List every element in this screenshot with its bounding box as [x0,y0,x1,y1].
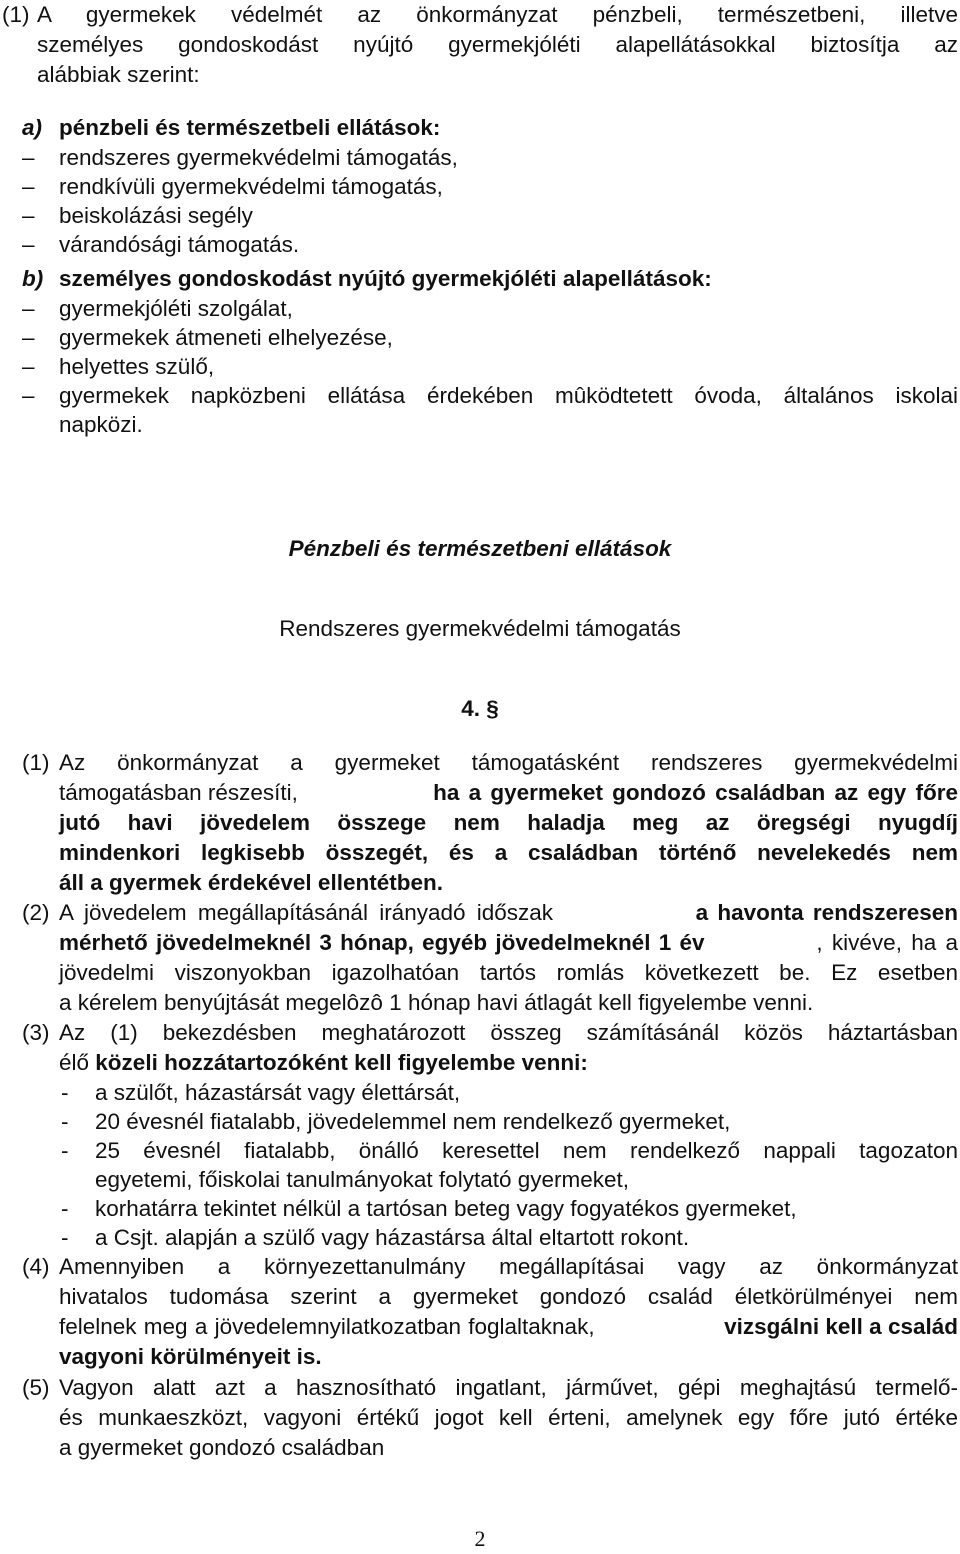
paragraph-line: a gyermeket gondozó családban [59,1435,385,1460]
list-item: gyermekek napközbeni ellátása érdekében mûködtetett óvoda, általános iskolai [59,383,958,408]
intro-line: alábbiak szerint: [37,62,200,87]
paragraph-line: Az (1) bekezdésben meghatározott összeg számításánál közös háztartásban [59,1020,958,1045]
intro-line: személyes gondoskodást nyújtó gyermekjóléti alapellátásokkal biztosítja az [37,32,958,57]
bold-run: közeli hozzátartozóként kell figyelembe venni: [95,1050,588,1075]
paragraph-line: a kérelem benyújtását megelôzô 1 hónap havi átlagát kell figyelembe venni. [59,990,814,1015]
list-a-label: a) [22,115,43,140]
paragraph-line [59,928,958,958]
list-item: helyettes szülő, [59,354,215,379]
bold-run: mérhető jövedelmeknél 3 hónap, egyéb jövedelmeknél 1 év [59,930,705,955]
dash-bullet: – [22,203,35,228]
paragraph-line [59,898,958,928]
list-item: a Csjt. alapján a szülő vagy házastársa által eltartott rokont. [95,1225,690,1250]
paragraph-line: jutó havi jövedelem összege nem haladja meg az öregségi nyugdíj [59,810,958,835]
text-run: A jövedelem megállapításánál irányadó időszak [59,900,554,925]
list-item: rendszeres gyermekvédelmi támogatás, [59,145,458,170]
bold-run: vizsgálni kell a család [724,1314,958,1339]
text-run: felelnek meg a jövedelemnyilatkozatban foglaltaknak, [59,1314,595,1339]
list-item: várandósági támogatás. [59,232,300,257]
dash-bullet: – [22,145,35,170]
paragraph-number: (5) [22,1375,50,1400]
list-item: a szülőt, házastársát vagy élettársát, [95,1080,461,1105]
page-number: 2 [474,1526,486,1551]
list-item: rendkívüli gyermekvédelmi támogatás, [59,174,443,199]
intro-line: A gyermekek védelmét az önkormányzat pénzbeli, természetbeni, illetve [37,2,958,27]
paragraph-line: hivatalos tudomása szerint a gyermeket gondozó család életkörülményei nem [59,1284,958,1309]
text-run: támogatásban részesíti, [59,780,298,805]
bold-run: a havonta rendszeresen [695,900,958,925]
paragraph-line: Az önkormányzat a gyermeket támogatásként rendszeres gyermekvédelmi [59,750,958,775]
list-item-continuation: egyetemi, főiskolai tanulmányokat folytató gyermeket, [95,1167,630,1192]
list-item: korhatárra tekintet nélkül a tartósan beteg vagy fogyatékos gyermeket, [95,1196,797,1221]
dash-bullet: – [22,383,35,408]
intro-number: (1) [2,2,30,27]
paragraph-line: jövedelmi viszonyokban igazolhatóan tartós romlás következett be. Ez esetben [59,960,958,985]
paragraph-line [59,1048,588,1078]
hyphen-bullet: - [61,1109,69,1134]
list-b-heading: személyes gondoskodást nyújtó gyermekjóléti alapellátások: [59,266,712,291]
list-item: gyermekek átmeneti elhelyezése, [59,325,393,350]
hyphen-bullet: - [61,1196,69,1221]
dash-bullet: – [22,296,35,321]
paragraph-line: Amennyiben a környezettanulmány megállapításai vagy az önkormányzat [59,1254,958,1279]
list-item: 25 évesnél fiatalabb, önálló keresettel nem rendelkező nappali tagozaton [95,1138,958,1163]
paragraph-number: (3) [22,1020,50,1045]
paragraph-number: (1) [22,750,50,775]
list-item: 20 évesnél fiatalabb, jövedelemmel nem rendelkező gyermeket, [95,1109,731,1134]
dash-bullet: – [22,325,35,350]
list-item: beiskolázási segély [59,203,253,228]
bold-run: ha a gyermeket gondozó családban az egy főre [433,780,958,805]
paragraph-number: (4) [22,1254,50,1279]
hyphen-bullet: - [61,1138,69,1163]
text-run: , kivéve, ha a [816,930,958,955]
dash-bullet: – [22,232,35,257]
list-item: gyermekjóléti szolgálat, [59,296,293,321]
paragraph-line [59,778,958,808]
paragraph-mark: 4. § [461,696,499,721]
dash-bullet: – [22,354,35,379]
paragraph-line [59,1312,958,1342]
text-run: élő [59,1050,90,1075]
paragraph-line: áll a gyermek érdekével ellentétben. [59,870,443,895]
list-item-continuation: napközi. [59,412,143,437]
subsection-title: Rendszeres gyermekvédelmi támogatás [279,616,681,641]
paragraph-line: vagyoni körülményeit is. [59,1344,322,1369]
section-title: Pénzbeli és természetbeni ellátások [288,536,672,561]
hyphen-bullet: - [61,1080,69,1105]
paragraph-line: és munkaeszközt, vagyoni értékű jogot kell érteni, amelynek egy főre jutó értéke [59,1405,958,1430]
paragraph-line: mindenkori legkisebb összegét, és a családban történő nevelekedés nem [59,840,958,865]
paragraph-number: (2) [22,900,50,925]
dash-bullet: – [22,174,35,199]
list-a-heading: pénzbeli és természetbeli ellátások: [59,115,441,140]
list-b-label: b) [22,266,44,291]
hyphen-bullet: - [61,1225,69,1250]
paragraph-line: Vagyon alatt azt a hasznosítható ingatlant, járművet, gépi meghajtású termelő- [59,1375,958,1400]
